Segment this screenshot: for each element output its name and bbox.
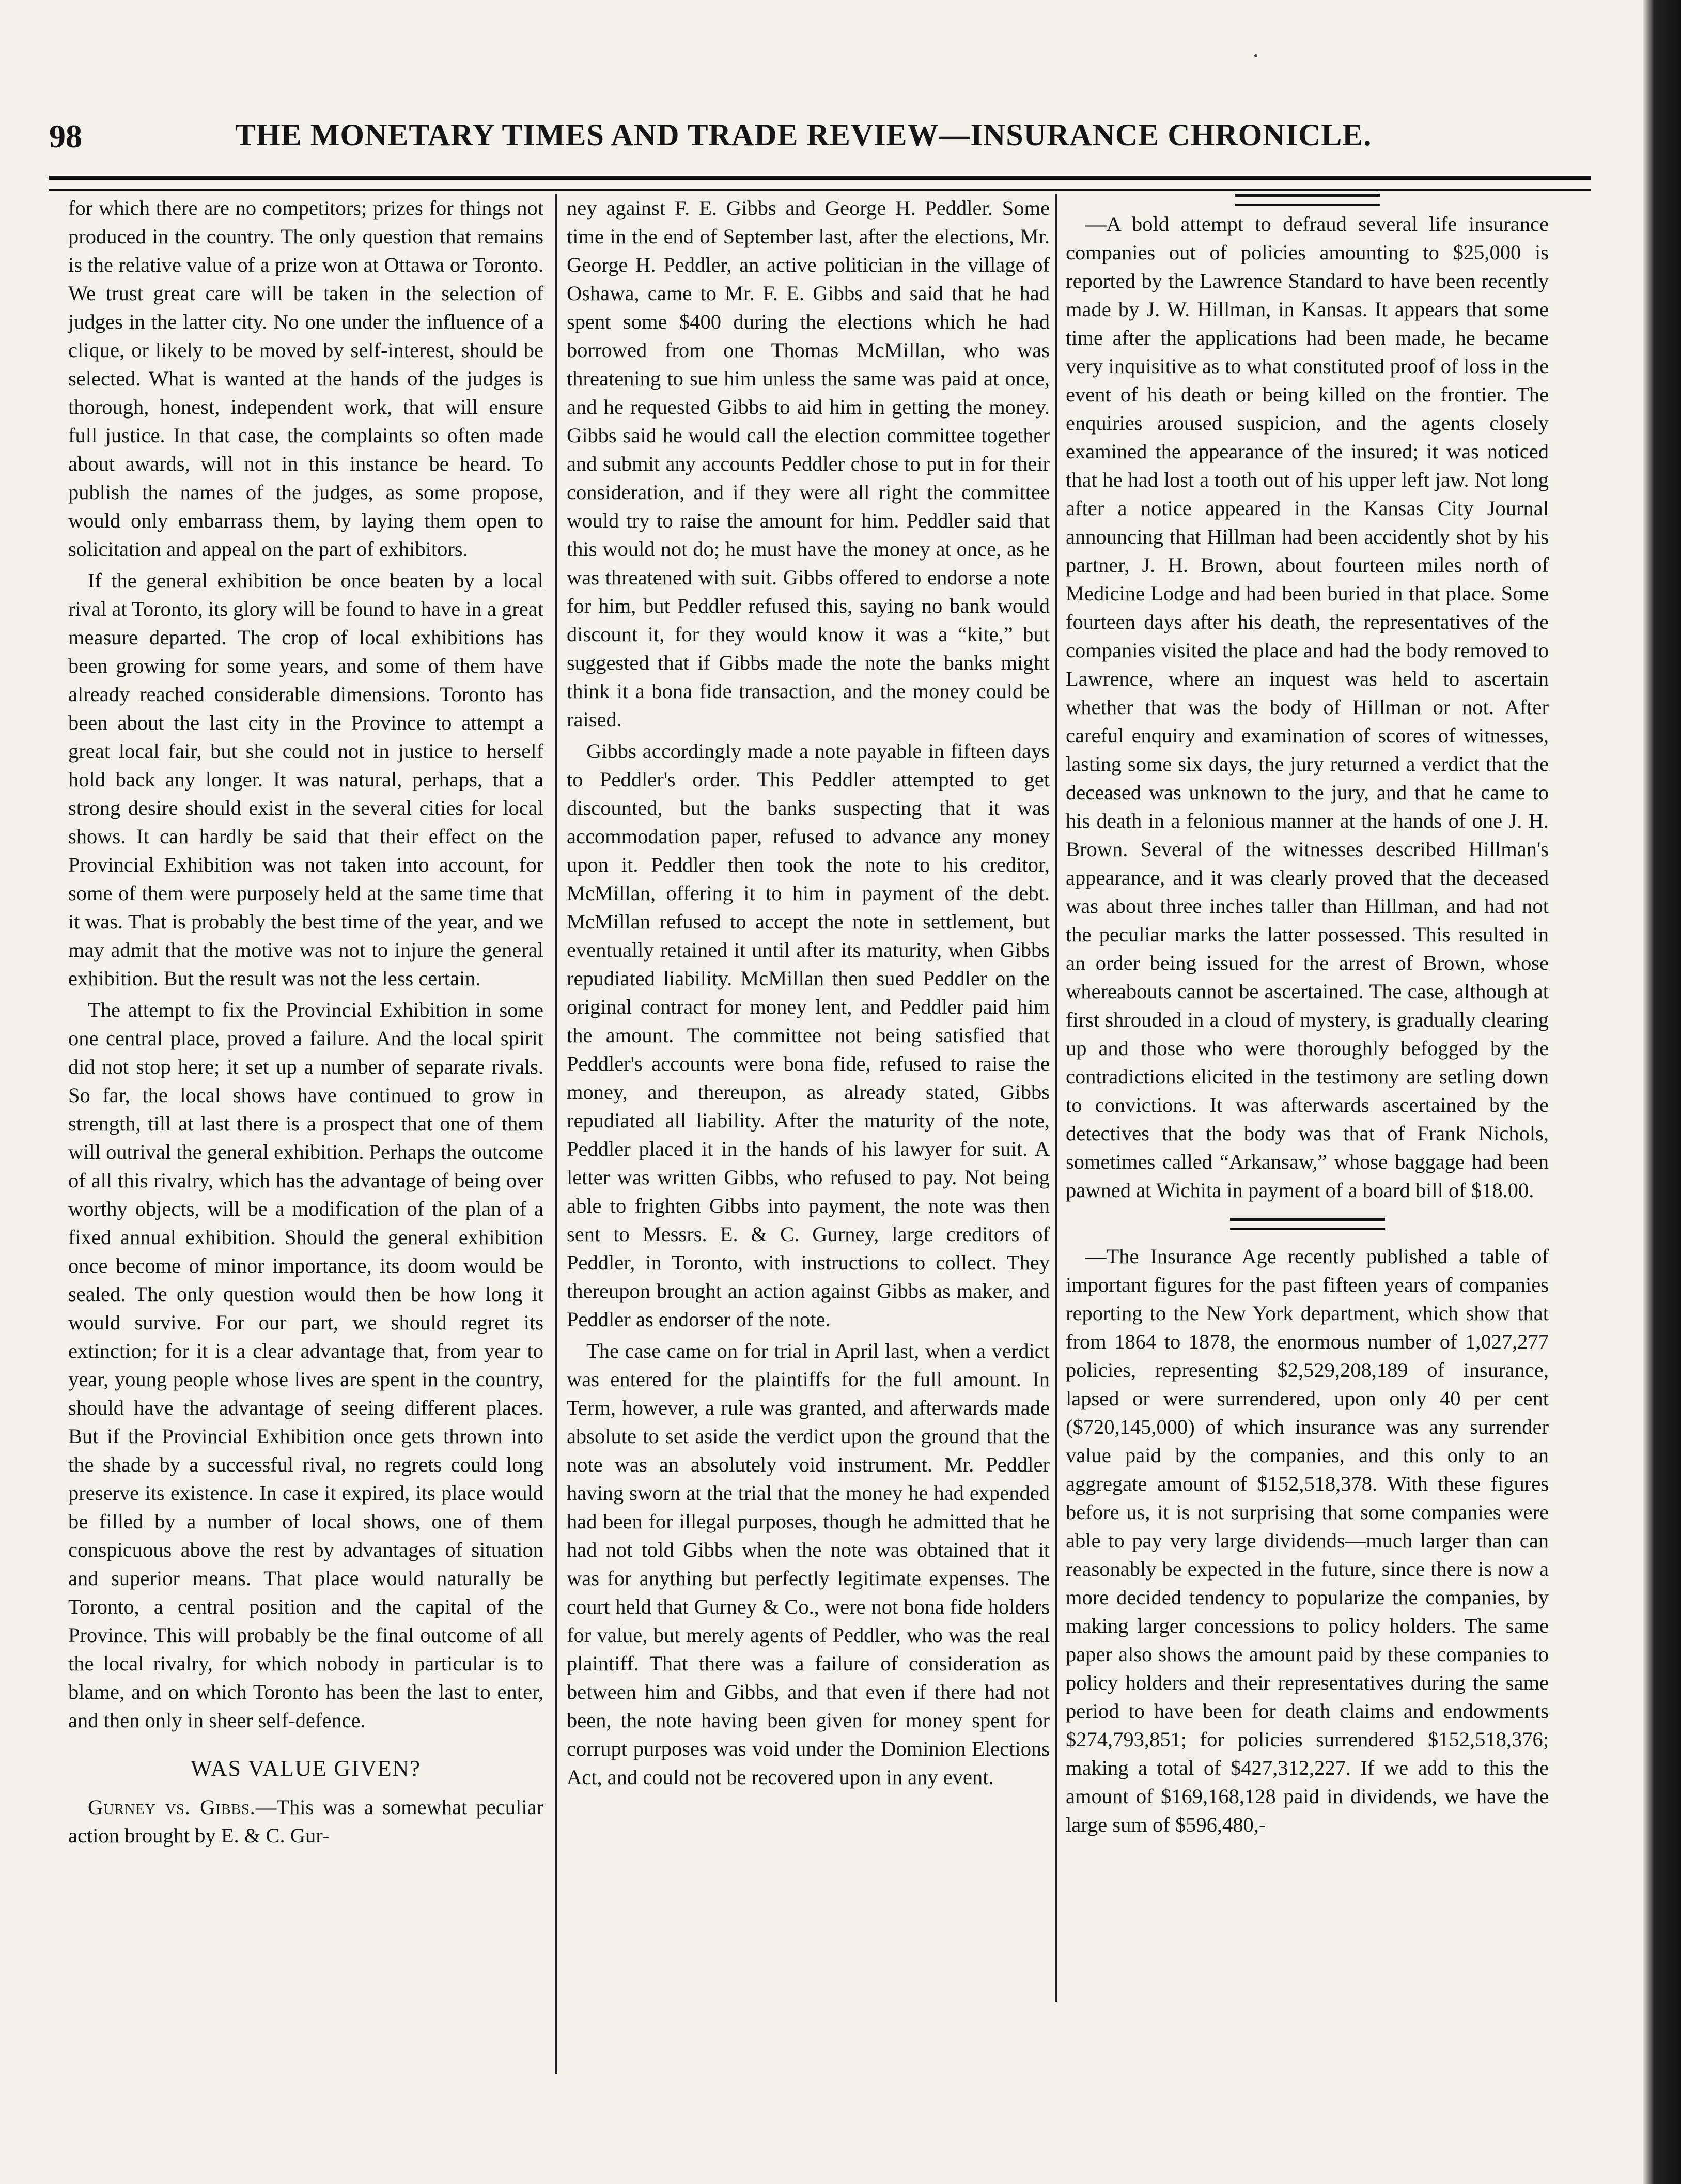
column-3: [1066, 194, 1549, 1842]
col1-paragraph-2: If the general exhibition be once beaten by a local rival at Toronto, its glory will be found to have in a great measure departed. The crop of local exhibitions has been growing for some years, and some of them have already reached considerable dimensions. Toronto has been about the last city in the Province to attempt a great local fair, but she could not in justice to herself hold back any longer. It was natural, perhaps, that a strong desire should exist in the several cities for local shows. It can hardly be said that their effect on the Provincial Exhibition was not taken into account, for some of them were purposely held at the same time that it was. That is probably the best time of the year, and we may admit that the motive was not to injure the general exhibition. But the result was not the less certain.: [68, 569, 543, 990]
column-2: [567, 194, 1050, 1794]
col2-paragraph-2: Gibbs accordingly made a note payable in fifteen days to Peddler's order. This Peddler attempted to get discounted, but the banks suspecting that it was accommodation paper, refused to advance any money upon it. Peddler then took the note to his creditor, McMillan, offering it to him in payment of the debt. McMillan refused to accept the note in settlement, but eventually retained it until after its maturity, when Gibbs repudiated liability. McMillan then sued Peddler on the original contract for money lent, and Peddler paid him the amount. The committee not being satisfied that Peddler's accounts were bona fide, refused to raise the money, and thereupon, as already stated, Gibbs repudiated all liability. After the maturity of the note, Peddler placed it in the hands of his lawyer for suit. A letter was written Gibbs, who refused to pay. Not being able to frighten Gibbs into payment, the note was then sent to Messrs. E. & C. Gurney, large creditors of Peddler, in Toronto, with instructions to collect. They thereupon brought an action against Gibbs as maker, and Peddler as endorser of the note.: [567, 739, 1050, 1331]
col1-paragraph-3: The attempt to fix the Provincial Exhibition in some one central place, proved a failure. And the local spirit did not stop here; it set up a number of separate rivals. So far, the local shows have continued to grow in strength, till at last there is a prospect that one of them will outrival the general exhibition. Perhaps the outcome of all this rivalry, which has the advantage of being over worthy objects, will be a modification of the plan of a fixed annual exhibition. Should the general exhibition once become of minor importance, its doom would be sealed. The only question would then be how long it would survive. For our part, we should regret its extinction; for it is a clear advantage that, from year to year, young people whose lives are spent in the country, should have the advantage of seeing different places. But if the Provincial Exhibition once gets thrown into the shade by a successful rival, no regrets could long preserve its existence. In case it expired, its place would be filled by a number of local shows, one of them conspicuous above the rest by advantages of situation and superior means. That place would naturally be Toronto, a central position and the capital of the Province. This will probably be the final outcome of all the local rivalry, for which nobody in particular is to blame, and on which Toronto has been the last to enter, and then only in sheer self-defence.: [68, 998, 544, 1732]
column-rule-1: [555, 194, 557, 2074]
column-1: [68, 194, 543, 1853]
top-divider-rule: [1235, 194, 1380, 206]
case-title: Gurney vs. Gibbs.: [88, 1795, 256, 1819]
col2-paragraph-1: ney against F. E. Gibbs and George H. Peddler. Some time in the end of September last, after the elections, Mr. George H. Peddler, an active politician in the village of Oshawa, came to Mr. F. E. Gibbs and said that he had spent some $400 during the elections which he had borrowed from one Thomas McMillan, who was threatening to sue him unless the same was paid at once, and he requested Gibbs to aid him in getting the money. Gibbs said he would call the election committee together and submit any accounts Peddler chose to put in for their consideration, and if they were all right the committee would try to raise the amount for him. Peddler said that this would not do; he must have the money at once, as he was threatened with suit. Gibbs offered to endorse a note for him, but Peddler refused this, saying no bank would discount it, for they would know it was a “kite,” but suggested that if Gibbs made the note the banks might think it a bona fide transaction, and the money could be raised.: [567, 196, 1050, 731]
page-header: [49, 111, 1583, 168]
page-number: 98: [49, 118, 82, 154]
column-rule-2: [1055, 194, 1057, 2002]
ink-speck: [1254, 54, 1257, 57]
page-binding-edge: [1643, 0, 1681, 2184]
col2-paragraph-3: The case came on for trial in April last, when a verdict was entered for the plaintiffs for the full amount. In Term, however, a rule was granted, and afterwards made absolute to set aside the verdict upon the ground that the note was an absolutely void instrument. Mr. Peddler having sworn at the trial that the money he had expended had been for illegal purposes, though he admitted that he had not told Gibbs when the note was obtained that it was for anything but perfectly legitimate expenses. The court held that Gurney & Co., were not bona fide holders for value, but merely agents of Peddler, who was the real plaintiff. That there was a failure of consideration as between him and Gibbs, and that even if there had not been, the note having been given for money spent for corrupt purposes was void under the Dominion Elections Act, and could not be recovered upon in any event.: [567, 1339, 1050, 1789]
col1-paragraph-1: for which there are no competitors; prizes for things not produced in the country. The only question that remains is the relative value of a prize won at Ottawa or Toronto. We trust great care will be taken in the selection of judges in the latter city. No one under the influence of a clique, or likely to be moved by self-interest, should be selected. What is wanted at the hands of the judges is thorough, honest, independent work, that will ensure full justice. In that case, the complaints so often made about awards, will not in this instance be heard. To publish the names of the judges, as some propose, would only embarrass them, by laying them open to solicitation and appeal on the part of exhibitors.: [68, 196, 543, 561]
col3-paragraph-1: —A bold attempt to defraud several life insurance companies out of policies amounting to $25,000 is reported by the Lawrence Standard to have been recently made by J. W. Hillman, in Kansas. It appears that some time after the applications had been made, he became very inquisitive as to what constituted proof of loss in the event of his death or being killed on the frontier. The enquiries aroused suspicion, and the agents closely examined the appearance of the insured; it was noticed that he had lost a tooth out of his upper left jaw. Not long after a notice appeared in the Kansas City Journal announcing that Hillman had been accidently shot by his partner, J. H. Brown, about fourteen miles north of Medicine Lodge and had been buried in that place. Some fourteen days after his death, the representatives of the companies visited the place and had the body removed to Lawrence, where an inquest was held to ascertain whether that was the body of Hillman or not. After careful enquiry and examination of scores of witnesses, lasting some six days, the jury returned a verdict that the deceased was unknown to the jury, and that he came to his death in a felonious manner at the hands of one J. H. Brown. Several of the witnesses described Hillman's appearance, and it was clearly proved that the deceased was about three inches taller than Hillman, and had not the peculiar marks the latter possessed. This resulted in an order being issued for the arrest of Brown, whose whereabouts cannot be ascertained. The case, although at first shrouded in a cloud of mystery, is gradually clearing up and those who were thoroughly befogged by the contradictions elicited in the testimony are setling down to convictions. It was afterwards ascertained by the detectives that the body was that of Frank Nichols, sometimes called “Arkansaw,” whose baggage had been pawned at Wichita in payment of a board bill of $18.00.: [1066, 212, 1549, 1202]
running-title: THE MONETARY TIMES AND TRADE REVIEW—INSURANCE CHRONICLE.: [235, 118, 1372, 152]
col3-paragraph-2: —The Insurance Age recently published a table of important figures for the past fifteen years of companies reporting to the New York department, which show that from 1864 to 1878, the enormous number of 1,027,277 policies, representing $2,529,208,189 of insurance, lapsed or were surrendered, upon only 40 per cent ($720,145,000) of which insurance was any surrender value paid by the companies, and this only to an aggregate amount of $152,518,378. With these figures before us, it is not surprising that some companies were able to pay very large dividends—much larger than can reasonably be expected in the future, since there is now a more decided tendency to popularize the companies, by making larger concessions to policy holders. The same paper also shows the amount paid by these companies to policy holders and their representatives during the same period to have been for death claims and endowments $274,793,851; for policies surrendered $152,518,376; making a total of $427,312,227. If we add to this the amount of $169,168,128 paid in dividends, we have the large sum of $596,480,-: [1066, 1245, 1549, 1836]
section-heading-value-given: WAS VALUE GIVEN?: [191, 1756, 421, 1781]
case-intro-text: —This was a somewhat peculiar action brought by E. & C. Gur-: [68, 1795, 543, 1847]
col1-paragraph-4: [68, 1793, 543, 1850]
header-double-rule: [49, 176, 1591, 191]
section-divider-rule: [1230, 1218, 1385, 1230]
